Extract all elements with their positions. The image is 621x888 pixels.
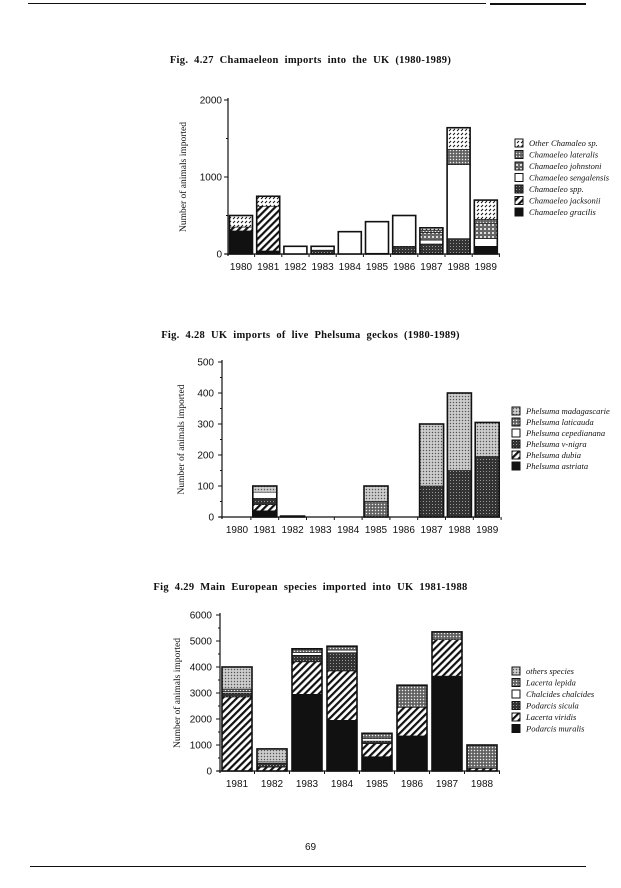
- x-tick-label: 1980: [229, 262, 253, 273]
- bar-segment: [292, 662, 322, 695]
- bar-segment: [432, 632, 462, 640]
- legend-label: Phelsuma v-nigra: [526, 439, 587, 449]
- x-tick-label: 1982: [284, 262, 307, 273]
- x-tick-label: 1986: [393, 262, 416, 273]
- bar-segment: [393, 216, 416, 247]
- legend-label: Chamaeleo johnstoni: [529, 161, 602, 171]
- legend-label: Podarcis sicula: [526, 700, 579, 711]
- legend-label: Phelsuma laticauda: [526, 417, 594, 427]
- y-tick-label: 500: [197, 357, 214, 369]
- y-tick-label: 0: [216, 249, 222, 261]
- legend-swatch: [515, 208, 523, 216]
- bar-segment: [474, 239, 497, 247]
- bar-segment: [475, 457, 499, 517]
- x-tick-label: 1980: [225, 525, 249, 536]
- legend-swatch: [515, 162, 523, 170]
- y-tick-label: 0: [208, 512, 214, 524]
- bar-segment: [257, 749, 287, 762]
- legend-swatch: [512, 462, 520, 470]
- bar-segment: [447, 239, 470, 254]
- chart-chamaeleon: [178, 96, 610, 274]
- legend-swatch: [512, 418, 520, 426]
- legend-swatch: [512, 679, 520, 687]
- x-tick-label: 1988: [447, 262, 470, 273]
- chart-title-4-28: Fig. 4.28 UK imports of live Phelsuma geckos (1980-1989): [161, 330, 460, 341]
- page-number: 69: [304, 842, 317, 853]
- legend-label: Lacerta lepida: [526, 677, 576, 688]
- bar-segment: [474, 246, 497, 254]
- bar-outline: [281, 516, 305, 517]
- bar-segment: [432, 676, 462, 771]
- bar-segment: [284, 246, 307, 254]
- bar-segment: [253, 492, 277, 498]
- bar-segment: [447, 393, 471, 471]
- bar-segment: [222, 689, 252, 692]
- legend-swatch: [512, 667, 520, 675]
- bar-segment: [475, 422, 499, 456]
- bar-segment: [253, 511, 277, 517]
- y-axis-label: Number of animals imported: [177, 384, 187, 495]
- x-tick-label: 1987: [420, 262, 443, 273]
- legend-swatch: [512, 440, 520, 448]
- bar-segment: [447, 471, 471, 518]
- bar-segment: [292, 694, 322, 771]
- y-tick-label: 2000: [189, 714, 212, 726]
- bar-segment: [327, 653, 357, 671]
- bar-segment: [292, 653, 322, 656]
- bar-segment: [362, 757, 392, 771]
- y-tick-label: 1000: [199, 172, 222, 184]
- y-tick-label: 0: [206, 766, 212, 778]
- legend-swatch: [512, 429, 520, 437]
- bar-segment: [474, 223, 497, 238]
- y-tick-label: 400: [197, 388, 214, 400]
- x-tick-label: 1985: [365, 262, 389, 273]
- x-tick-label: 1989: [476, 525, 499, 536]
- x-tick-label: 1987: [420, 525, 443, 536]
- legend-label: Other Chamaleo sp.: [529, 138, 598, 148]
- x-tick-label: 1986: [392, 525, 415, 536]
- legend-swatch: [515, 151, 523, 159]
- x-tick-label: 1984: [330, 779, 354, 790]
- bar-segment: [474, 219, 497, 223]
- x-tick-label: 1981: [257, 262, 280, 273]
- x-tick-label: 1982: [260, 779, 284, 790]
- x-tick-label: 1983: [309, 525, 332, 536]
- legend-label: Chamaeleo gracilis: [529, 207, 596, 217]
- bar-segment: [420, 240, 443, 244]
- chart-title-4-29: Fig 4.29 Main European species imported into UK 1981-1988: [153, 582, 468, 593]
- bar-segment: [474, 200, 497, 219]
- bar-segment: [447, 149, 470, 164]
- bar-segment: [420, 424, 444, 486]
- x-tick-label: 1988: [448, 525, 471, 536]
- bar-segment: [327, 671, 357, 720]
- legend-swatch: [515, 139, 523, 147]
- legend-swatch: [512, 407, 520, 415]
- x-tick-label: 1982: [281, 525, 304, 536]
- bar-segment: [364, 486, 388, 502]
- legend-swatch: [515, 185, 523, 193]
- chart-title-4-27: Fig. 4.27 Chamaeleon imports into the UK (1980-1989): [169, 55, 452, 66]
- legend-label: Podarcis muralis: [526, 723, 585, 734]
- footer-rule: [30, 866, 586, 867]
- bar-segment: [253, 498, 277, 504]
- bar-segment: [397, 707, 427, 736]
- legend-label: Chamaeleo lateralis: [529, 149, 599, 160]
- bar-segment: [432, 640, 462, 676]
- y-tick-label: 1000: [189, 740, 212, 752]
- legend-swatch: [512, 451, 520, 459]
- x-tick-label: 1987: [435, 779, 459, 790]
- bar-segment: [327, 650, 357, 653]
- y-axis-label: Number of animals imported: [173, 637, 183, 749]
- x-tick-label: 1984: [338, 262, 361, 273]
- bar-segment: [366, 222, 389, 254]
- x-tick-label: 1988: [470, 779, 494, 790]
- x-tick-label: 1986: [400, 779, 424, 790]
- bar-segment: [257, 763, 287, 767]
- legend-label: Chamaeleo spp.: [529, 184, 584, 194]
- bar-segment: [397, 685, 427, 707]
- bar-segment: [362, 741, 392, 744]
- bar-segment: [467, 745, 497, 768]
- y-tick-label: 100: [197, 481, 214, 493]
- bar-segment: [362, 744, 392, 757]
- y-tick-label: 6000: [189, 610, 212, 622]
- legend-label: Chamaeleo jacksonii: [529, 195, 601, 206]
- legend-swatch: [512, 702, 520, 710]
- bar-segment: [420, 232, 443, 240]
- legend-swatch: [515, 174, 523, 182]
- bar-segment: [253, 505, 277, 511]
- x-tick-label: 1984: [337, 525, 360, 536]
- x-tick-label: 1985: [365, 779, 389, 790]
- bar-segment: [292, 655, 322, 662]
- x-tick-label: 1981: [253, 525, 276, 536]
- bar-segment: [447, 165, 470, 239]
- y-tick-label: 4000: [189, 662, 212, 674]
- x-tick-label: 1983: [295, 779, 319, 790]
- y-tick-label: 200: [197, 450, 214, 462]
- bar-segment: [222, 667, 252, 689]
- chart-phelsuma: [176, 358, 610, 537]
- x-tick-label: 1981: [225, 779, 249, 790]
- bar-segment: [447, 128, 470, 150]
- bar-segment: [397, 736, 427, 771]
- legend-swatch: [512, 725, 520, 733]
- legend-label: Phelsuma cepedianana: [526, 428, 606, 438]
- legend-label: Chalcides chalcides: [526, 689, 595, 699]
- legend-label: Lacerta viridis: [526, 712, 577, 722]
- x-tick-label: 1985: [364, 525, 388, 536]
- bar-segment: [364, 502, 388, 518]
- y-tick-label: 2000: [199, 95, 222, 107]
- legend-swatch: [512, 713, 520, 721]
- bar-segment: [393, 246, 416, 254]
- bar-segment: [230, 216, 253, 228]
- bar-segment: [222, 693, 252, 697]
- legend-label: Phelsuma dubia: [526, 450, 582, 460]
- y-tick-label: 5000: [189, 636, 212, 648]
- bar-segment: [420, 486, 444, 517]
- legend-label: Phelsuma madagascarie: [526, 406, 610, 416]
- bar-segment: [222, 697, 252, 771]
- bar-segment: [257, 206, 280, 251]
- legend-label: Chamaeleo sengalensis: [529, 172, 610, 183]
- bar-segment: [253, 486, 277, 492]
- x-tick-label: 1989: [474, 262, 497, 273]
- bar-segment: [230, 227, 253, 231]
- legend-label: Phelsuma astriata: [526, 461, 589, 471]
- legend-swatch: [512, 690, 520, 698]
- bar-segment: [327, 720, 357, 771]
- bar-segment: [338, 232, 361, 254]
- y-tick-label: 3000: [189, 688, 212, 700]
- bar-segment: [420, 230, 443, 232]
- y-axis-label: Number of animals imported: [179, 121, 189, 233]
- legend-label: others species: [526, 666, 574, 676]
- legend-swatch: [515, 197, 523, 205]
- bar-segment: [420, 244, 443, 254]
- bar-segment: [362, 739, 392, 742]
- y-tick-label: 300: [197, 419, 214, 431]
- bar-segment: [230, 231, 253, 254]
- chart-european-species: [172, 611, 595, 791]
- bar-segment: [257, 196, 280, 206]
- x-tick-label: 1983: [311, 262, 334, 273]
